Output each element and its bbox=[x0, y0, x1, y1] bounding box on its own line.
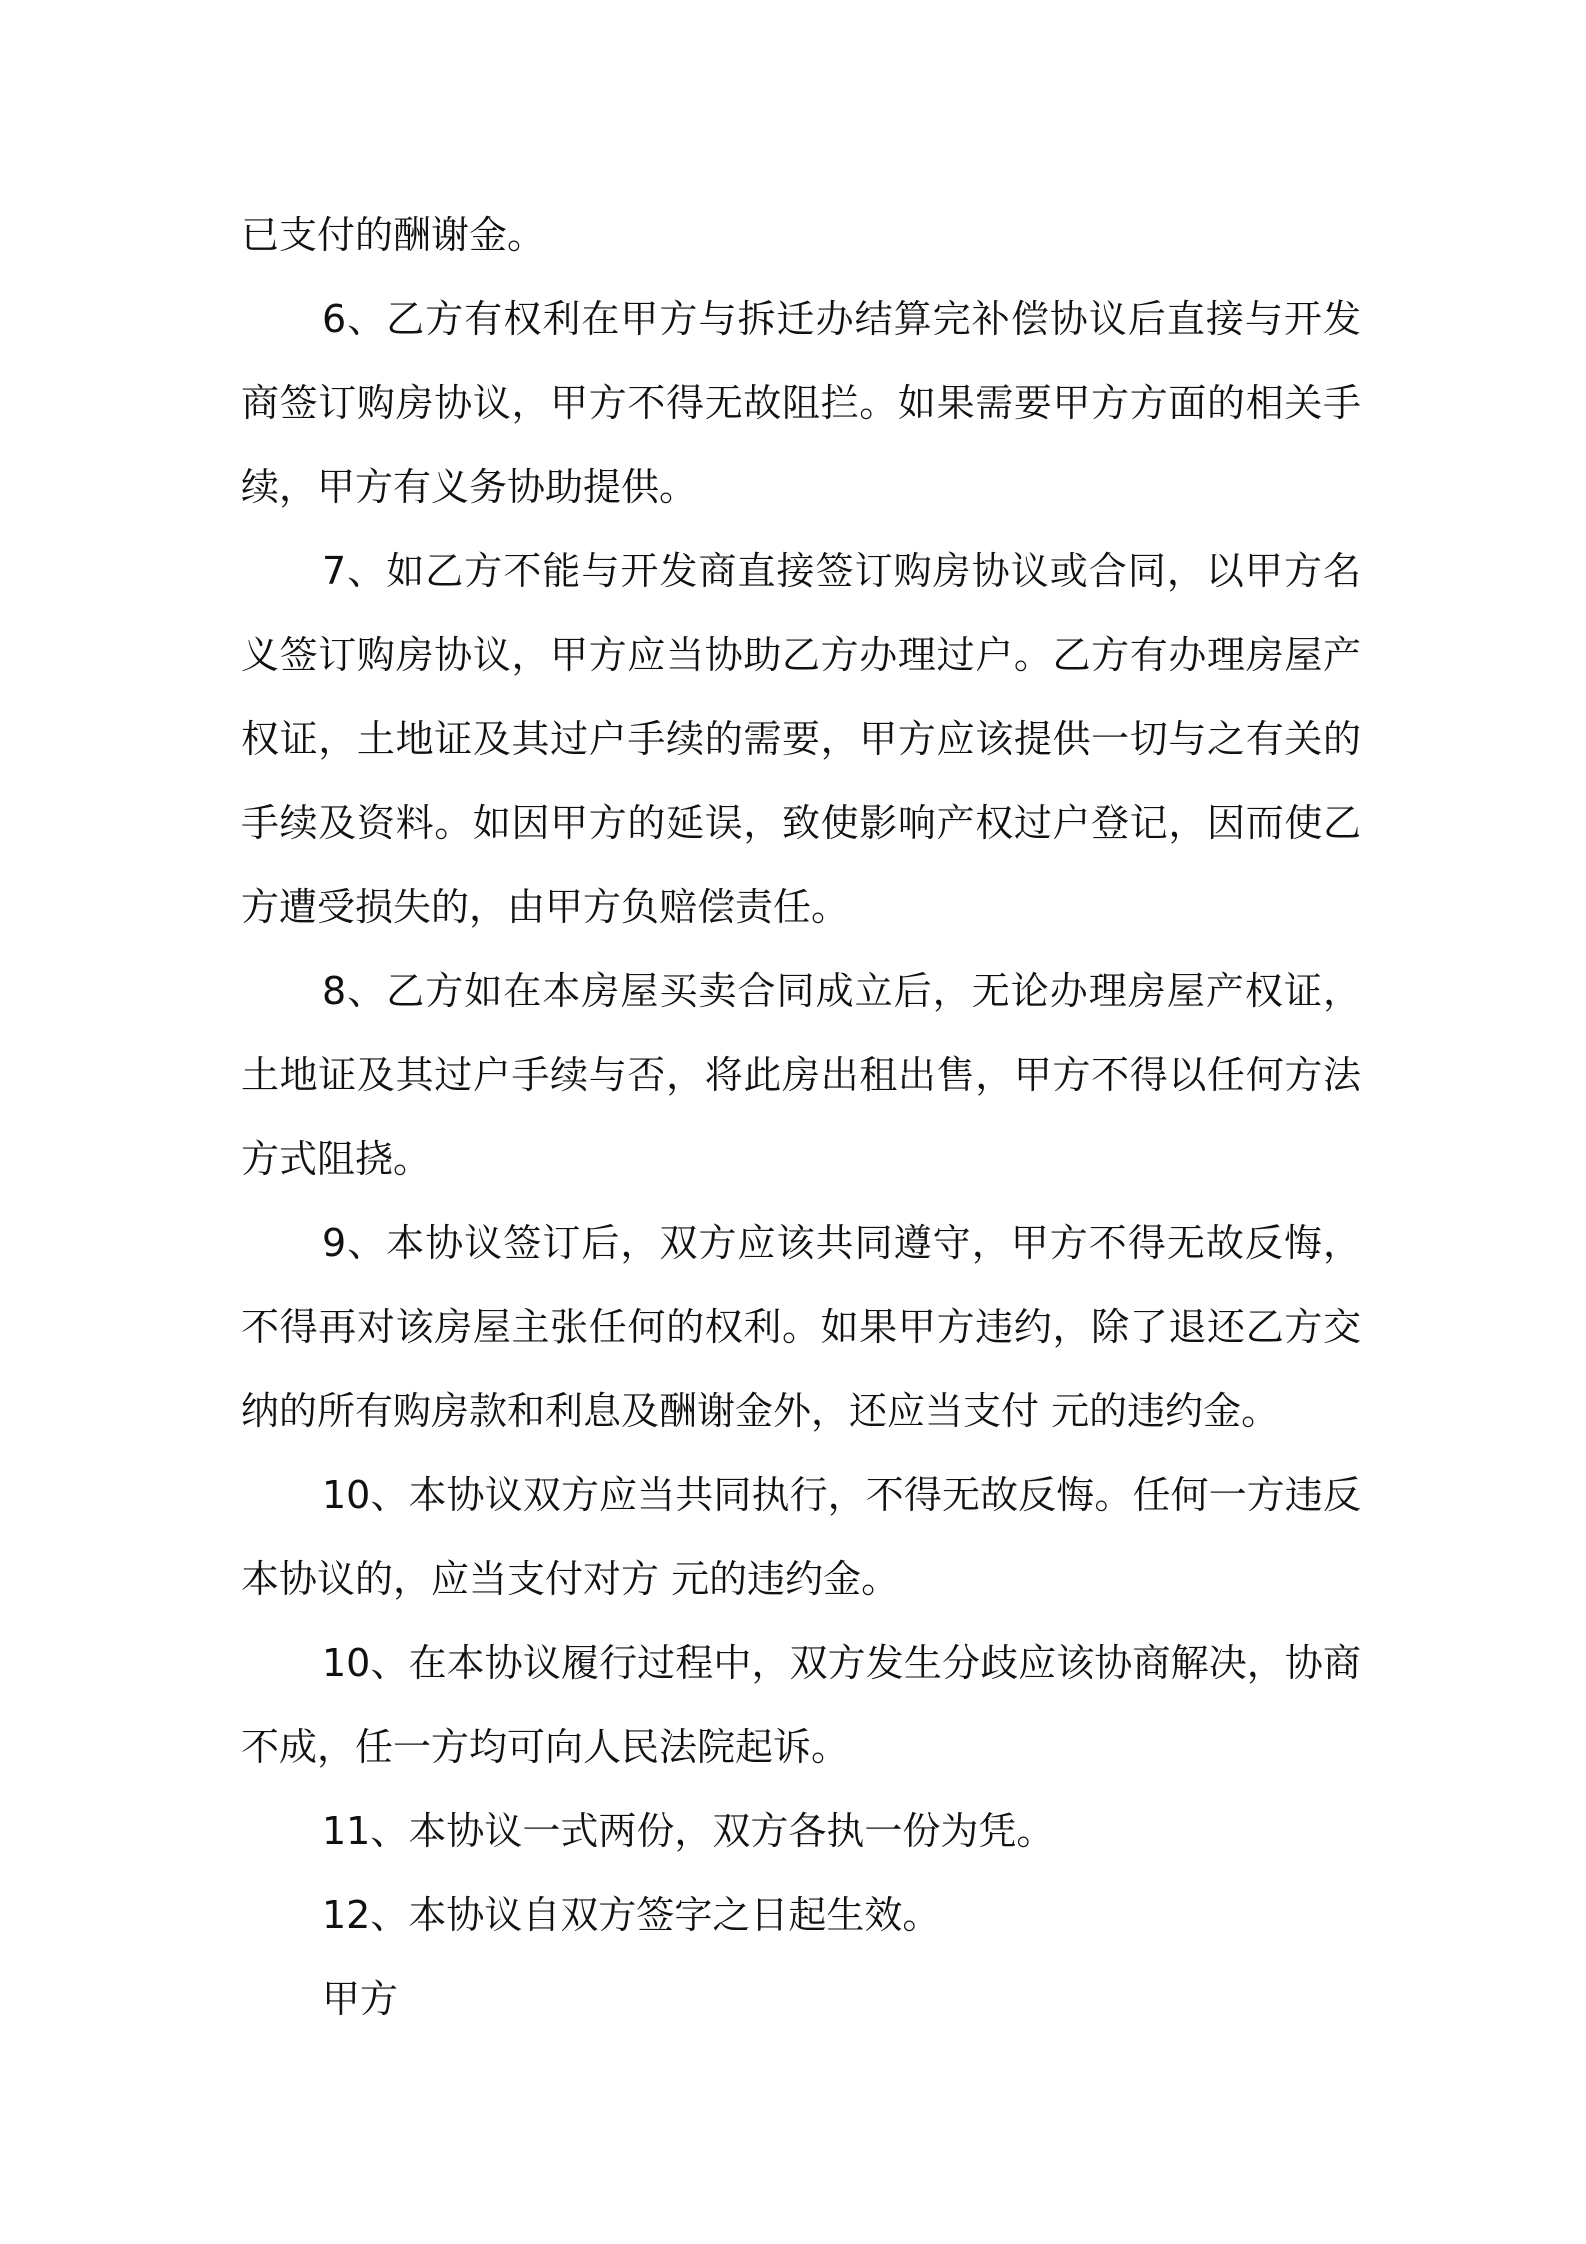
paragraph-clause-8: 8、乙方如在本房屋买卖合同成立后，无论办理房屋产权证，土地证及其过户手续与否，将此房出租出售，甲方不得以任何方法方式阻挠。 bbox=[241, 969, 1361, 1181]
paragraph-clause-7: 7、如乙方不能与开发商直接签订购房协议或合同，以甲方名义签订购房协议，甲方应当协助乙方办理过户。乙方有办理房屋产权证，土地证及其过户手续的需要，甲方应该提供一切与之有关的手续及资料。如因甲方的延误，致使影响产权过户登记，因而使乙方遭受损失的，由甲方负赔偿责任。 bbox=[241, 549, 1361, 929]
paragraph-clause-12: 12、本协议自双方签字之日起生效。 bbox=[322, 1893, 941, 1937]
paragraph-clause-11: 11、本协议一式两份，双方各执一份为凭。 bbox=[322, 1809, 1055, 1853]
paragraph-clause-10a: 10、本协议双方应当共同执行，不得无故反悔。任何一方违反本协议的，应当支付对方 元的违约金。 bbox=[241, 1473, 1361, 1601]
paragraph-clause-6: 6、乙方有权利在甲方与拆迁办结算完补偿协议后直接与开发商签订购房协议，甲方不得无故阻拦。如果需要甲方方面的相关手续，甲方有义务协助提供。 bbox=[241, 297, 1361, 509]
paragraph-clause-9: 9、本协议签订后，双方应该共同遵守，甲方不得无故反悔，不得再对该房屋主张任何的权利。如果甲方违约，除了退还乙方交纳的所有购房款和利息及酬谢金外，还应当支付 元的违约金。 bbox=[241, 1221, 1361, 1433]
paragraph-clause-10b: 10、在本协议履行过程中，双方发生分歧应该协商解决，协商不成，任一方均可向人民法院起诉。 bbox=[241, 1641, 1361, 1769]
paragraph-continuation: 已支付的酬谢金。 bbox=[241, 213, 546, 257]
document-body bbox=[241, 193, 1361, 2041]
signature-party-a-label: 甲方 bbox=[322, 1977, 399, 2021]
